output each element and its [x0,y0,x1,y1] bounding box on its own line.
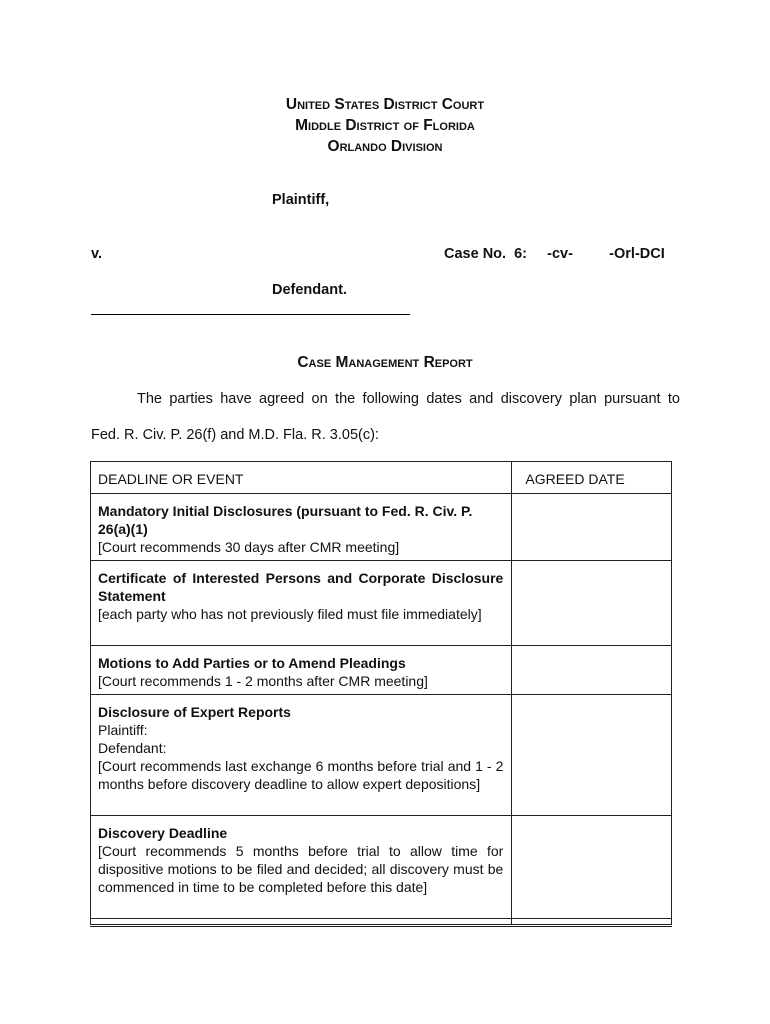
event-note: [Court recommends 30 days after CMR meeting] [98,539,400,555]
event-cell [91,816,512,919]
header-date: AGREED DATE [525,471,625,487]
court-name: United States District Court [285,96,485,113]
header-event-cell [91,462,512,494]
intro-line-2: Fed. R. Civ. P. 26(f) and M.D. Fla. R. 3.05(c): [91,427,379,443]
agreed-date-cell[interactable] [512,561,672,646]
district-name: Middle District of Florida [295,117,475,134]
agreed-date-cell[interactable] [512,695,672,816]
event-cell [91,695,512,816]
table-row [91,695,672,816]
case-number: Case No. 6: -cv- -Orl-DCI [444,246,665,262]
event-title: Disclosure of Expert Reports [98,704,291,720]
event-title: Motions to Add Parties or to Amend Pleadings [98,655,406,671]
table-row [91,816,672,919]
agreed-date-cell[interactable] [512,494,672,561]
deadlines-table [90,461,672,927]
defendant-label: Defendant. [272,282,347,298]
event-title: Mandatory Initial Disclosures (pursuant to Fed. R. Civ. P. 26(a)(1) [98,503,473,537]
versus-label: v. [91,246,103,262]
event-cell [91,494,512,561]
continuation-cell [512,919,672,926]
agreed-date-cell[interactable] [512,646,672,695]
caption-divider [91,314,410,315]
table-row [91,561,672,646]
court-header [0,94,770,157]
event-note-plaintiff: Plaintiff: [98,722,148,738]
event-title: Discovery Deadline [98,825,228,841]
report-title: Case Management Report [297,354,473,371]
division-name: Orlando Division [327,138,443,155]
event-note: [each party who has not previously filed must file immediately] [98,606,482,622]
header-event: DEADLINE OR EVENT [98,471,244,487]
table-row [91,494,672,561]
agreed-date-cell[interactable] [512,816,672,919]
event-title: Certificate of Interested Persons and Corporate Disclosure Statement [98,570,504,604]
event-note-defendant: Defendant: [98,740,167,756]
continuation-cell [91,919,512,926]
intro-line-1: The parties have agreed on the following dates and discovery plan pursuant to [137,391,680,407]
event-note: [Court recommends 5 months before trial to allow time for dispositive motions to be filed and decided; all discovery must be commenced in time to be completed before this date] [98,843,504,895]
event-note: [Court recommends 1 - 2 months after CMR meeting] [98,673,428,689]
table-row [91,646,672,695]
plaintiff-label: Plaintiff, [272,192,330,208]
event-cell [91,646,512,695]
table-row-continuation [91,919,672,926]
event-note: [Court recommends last exchange 6 months before trial and 1 - 2 months before discovery deadline to allow expert depositions] [98,758,504,792]
event-cell [91,561,512,646]
table-header-row [91,462,672,494]
header-date-cell [512,462,672,494]
